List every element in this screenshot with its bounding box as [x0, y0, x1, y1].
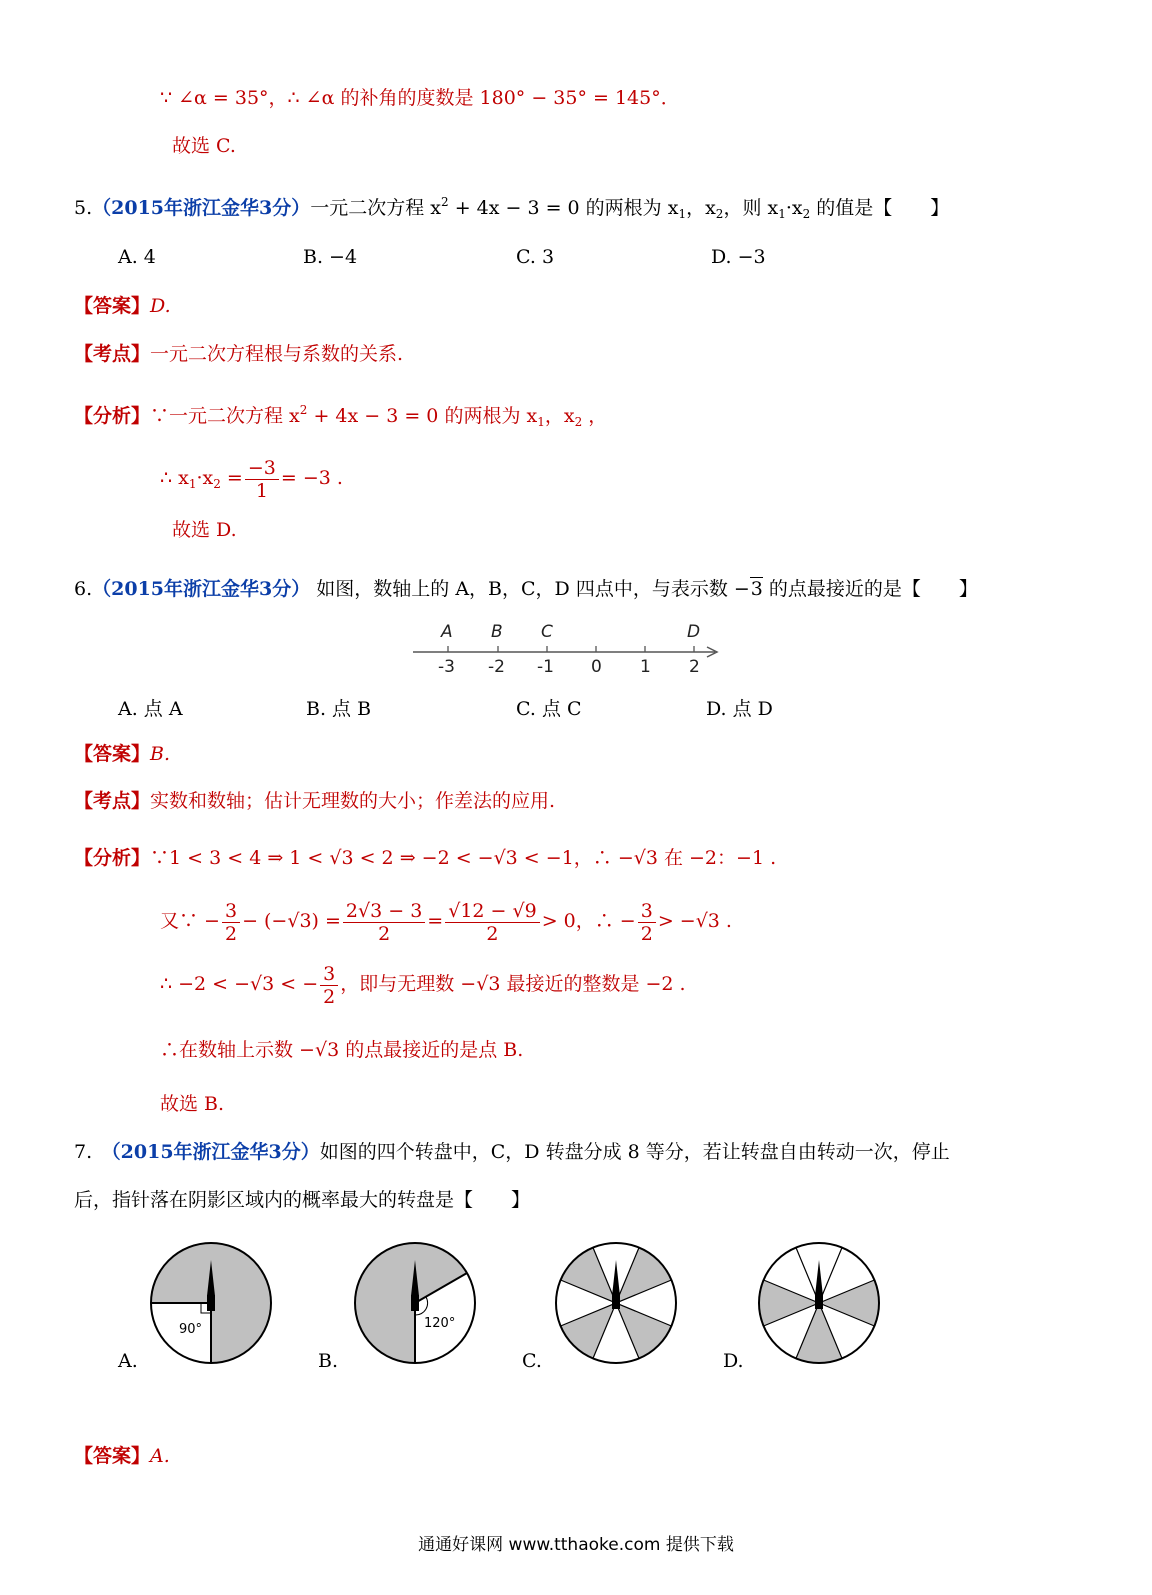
axis-tick-label: 2	[689, 657, 700, 677]
q5-calculation: ∴ $x_1\cdot x_2$ = $\frac{-3}{1}$ = −3 .	[160, 456, 343, 502]
axis-point-d: D	[687, 622, 701, 642]
spinner-d-label[interactable]: D.	[723, 1350, 744, 1372]
axis-point-c: C	[541, 622, 553, 642]
q6-analysis-line-2: 又∵ − $\frac{3}{2}$ − (−√3) = $\frac{2√3 - 3}{2}$ = $\frac{√12 - √9}{2}$ > 0，∴ − $\frac{3}{2}$ > −√3 .	[160, 899, 732, 945]
q6-analysis-line-3: ∴ −2 < −√3 < − $\frac{3}{2}$ ，即与无理数 −√3 最接近的整数是 −2 .	[160, 962, 686, 1008]
q6-option-b[interactable]: B. 点 B	[306, 698, 372, 720]
spinner-b	[352, 1240, 478, 1366]
q7-stem-line-2: 后，指针落在阴影区域内的概率最大的转盘是【 】	[74, 1189, 531, 1211]
q5-option-c[interactable]: C. 3	[516, 246, 555, 268]
q6-option-a[interactable]: A. 点 A	[118, 698, 183, 720]
q6-conclusion: 故选 B.	[160, 1093, 225, 1115]
q6-option-d[interactable]: D. 点 D	[706, 698, 773, 720]
q6-knowledge-point: 【考点】实数和数轴；估计无理数的大小；作差法的应用.	[74, 790, 556, 812]
axis-tick-label: -1	[537, 657, 554, 677]
angle-120-label: 120°	[424, 1316, 456, 1331]
q7-stem-line-1: 7. （2015年浙江金华3分）如图的四个转盘中，C，D 转盘分成 8 等分，若让转盘自由转动一次，停止	[74, 1141, 950, 1163]
axis-tick-label: -3	[438, 657, 455, 677]
axis-tick-label: 1	[640, 657, 651, 677]
q5-option-a[interactable]: A. 4	[118, 246, 156, 268]
q5-option-d[interactable]: D. −3	[711, 246, 766, 268]
spinner-c	[553, 1240, 679, 1366]
spinner-c-label[interactable]: C.	[522, 1350, 542, 1372]
q6-analysis-line-4: ∴在数轴上示数 −√3 的点最接近的是点 B.	[160, 1039, 524, 1061]
q7-answer: 【答案】A.	[74, 1445, 170, 1467]
spinner-b-label[interactable]: B.	[318, 1350, 339, 1372]
angle-90-label: 90°	[179, 1322, 203, 1337]
axis-point-b: B	[491, 622, 503, 642]
prev-solution-line: ∵ ∠α = 35°，∴ ∠α 的补角的度数是 180° − 35° = 145°．	[160, 87, 680, 109]
axis-tick-label: -2	[488, 657, 505, 677]
q5-conclusion: 故选 D.	[172, 519, 237, 541]
q6-option-c[interactable]: C. 点 C	[516, 698, 582, 720]
q6-answer: 【答案】B.	[74, 743, 171, 765]
spinner-d	[756, 1240, 882, 1366]
number-line-figure	[405, 615, 735, 680]
q6-stem: 6.（2015年浙江金华3分） 如图，数轴上的 A，B，C，D 四点中，与表示数 −3 的点最接近的是【 】	[74, 578, 978, 600]
page-footer: 通通好课网 www.tthaoke.com 提供下载	[418, 1535, 734, 1555]
q5-analysis: 【分析】∵一元二次方程 $x^2 + 4x - 3 = 0$ 的两根为 $x_1$，$x_2$ ，	[74, 403, 608, 429]
prev-conclusion: 故选 C.	[172, 135, 236, 157]
axis-point-a: A	[441, 622, 453, 642]
axis-tick-label: 0	[591, 657, 602, 677]
q5-option-b[interactable]: B. −4	[303, 246, 358, 268]
q5-stem: 5.（2015年浙江金华3分）一元二次方程 $x^2 + 4x - 3 = 0$ 的两根为 $x_1$，$x_2$，则 $x_1\cdot x_2$ 的值是【 】	[74, 195, 950, 221]
q5-knowledge-point: 【考点】一元二次方程根与系数的关系.	[74, 343, 404, 365]
q6-analysis-line-1: 【分析】∵1 < 3 < 4 ⇒ 1 < √3 < 2 ⇒ −2 < −√3 < −1，∴ −√3 在 −2：−1 .	[74, 847, 777, 869]
spinner-a	[148, 1240, 274, 1366]
q5-answer: 【答案】D.	[74, 295, 171, 317]
spinner-a-label[interactable]: A.	[118, 1350, 138, 1372]
